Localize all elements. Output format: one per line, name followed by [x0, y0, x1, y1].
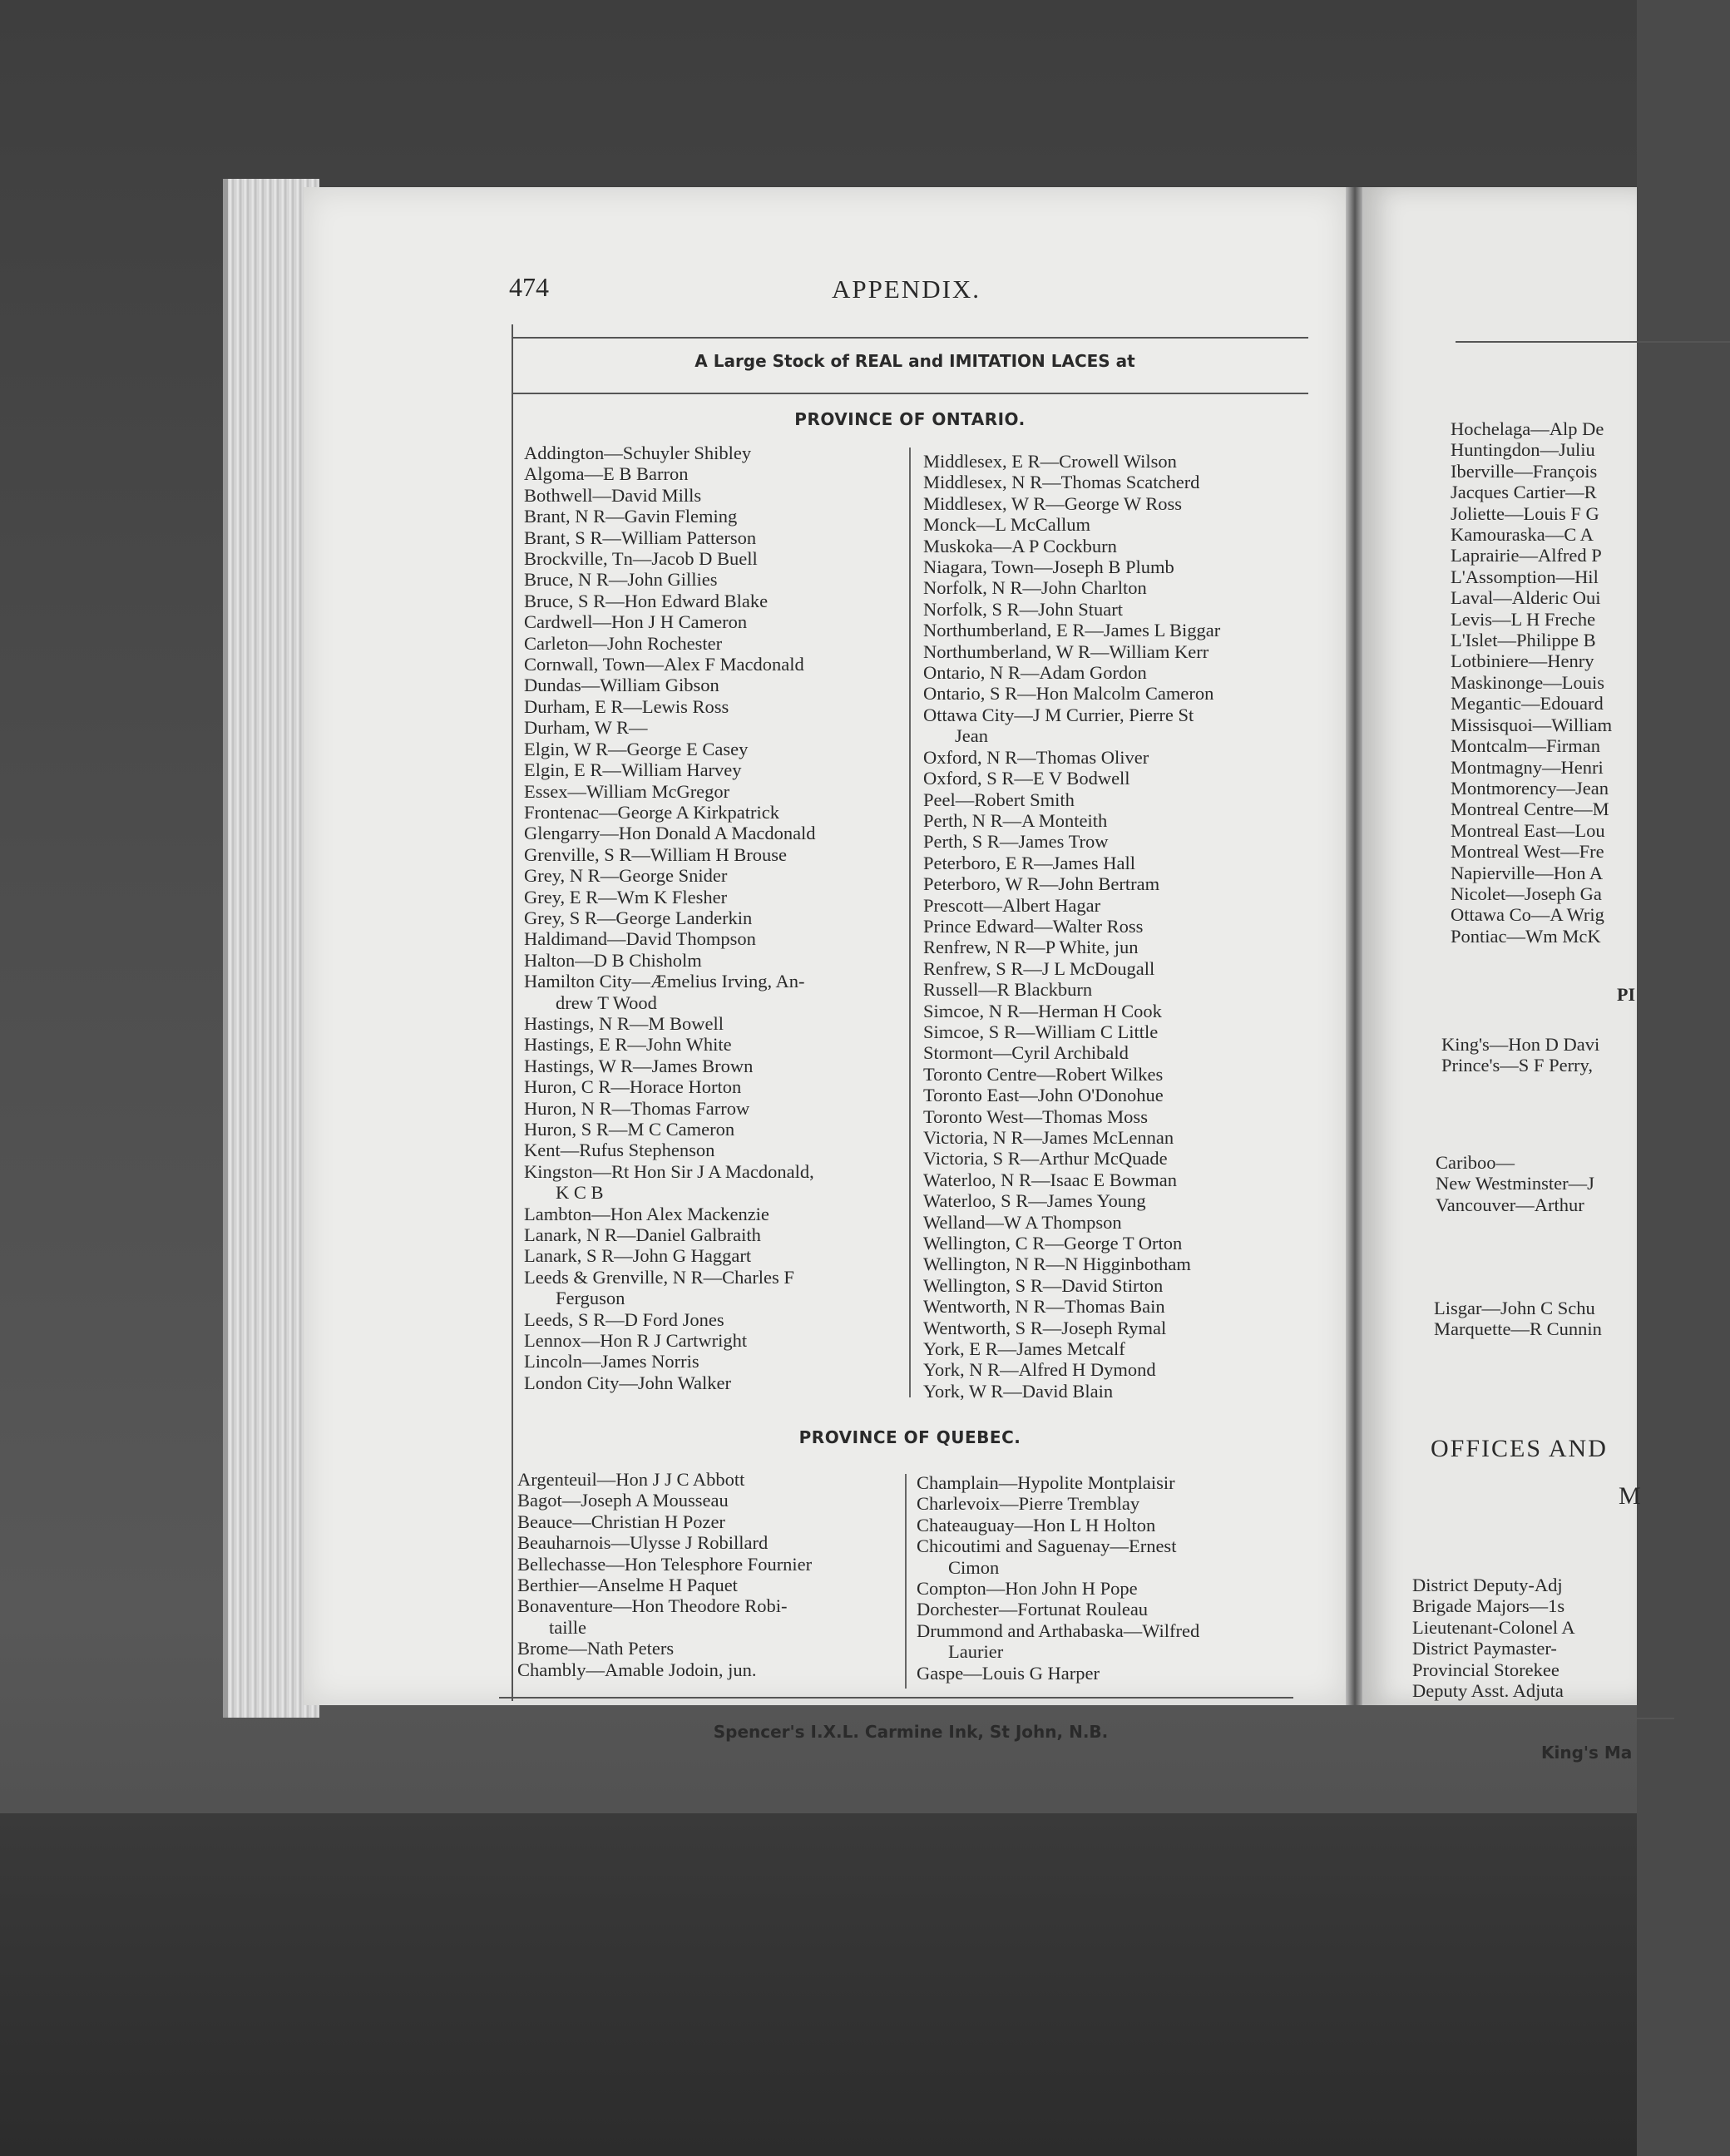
- entry: Ontario, S R—Hon Malcolm Cameron: [923, 683, 1214, 705]
- entry: Gaspe—Louis G Harper: [917, 1662, 1100, 1684]
- ontario-title: PROVINCE OF ONTARIO.: [794, 409, 1026, 429]
- entry: Wellington, C R—George T Orton: [923, 1233, 1183, 1254]
- facing-page-clip: [1362, 187, 1643, 1763]
- entry: Laval—Alderic Oui: [1451, 587, 1601, 609]
- entry: Oxford, N R—Thomas Oliver: [923, 746, 1149, 768]
- entry: Ottawa Co—A Wrig: [1451, 904, 1604, 926]
- quebec-title: PROVINCE OF QUEBEC.: [798, 1427, 1021, 1447]
- entry: Middlesex, N R—Thomas Scatcherd: [923, 472, 1200, 493]
- entry: Toronto West—Thomas Moss: [923, 1105, 1148, 1127]
- entry: Waterloo, S R—James Young: [923, 1190, 1146, 1212]
- entry: Vancouver—Arthur: [1436, 1194, 1584, 1215]
- entry: Deputy Asst. Adjuta: [1412, 1680, 1564, 1702]
- advert-bottom: Spencer's I.X.L. Carmine Ink, St John, N.B.: [713, 1722, 1109, 1742]
- entry: Montmagny—Henri: [1451, 756, 1604, 778]
- entry: Lieutenant-Colonel A: [1412, 1616, 1575, 1638]
- entry: Megantic—Edouard: [1451, 693, 1604, 715]
- entry: K C B: [556, 1182, 604, 1204]
- top-rule: [512, 337, 1308, 339]
- entry: Stormont—Cyril Archibald: [923, 1042, 1129, 1064]
- entry: Dorchester—Fortunat Rouleau: [917, 1599, 1149, 1620]
- entry: Norfolk, N R—John Charlton: [923, 577, 1147, 599]
- entry: Prince Edward—Walter Ross: [923, 915, 1144, 937]
- entry: L'Assomption—Hil: [1451, 566, 1599, 587]
- entry: Argenteuil—Hon J J C Abbott: [517, 1469, 745, 1490]
- entry: Hastings, W R—James Brown: [524, 1055, 754, 1076]
- entry: Hochelaga—Alp De: [1451, 418, 1604, 439]
- entry: Brant, S R—William Patterson: [524, 527, 757, 548]
- entry: Grey, S R—George Landerkin: [524, 907, 753, 928]
- entry: Haldimand—David Thompson: [524, 928, 756, 950]
- photo-bottom-background: [0, 1813, 1637, 2156]
- entry: Russell—R Blackburn: [923, 979, 1093, 1001]
- entry: Essex—William McGregor: [524, 780, 730, 802]
- entry: Bellechasse—Hon Telesphore Fournier: [517, 1553, 813, 1575]
- entry: Montreal Centre—M: [1451, 799, 1609, 820]
- entry: Berthier—Anselme H Paquet: [517, 1575, 738, 1596]
- facing-militia-column: [1412, 1575, 1575, 1701]
- entry: Grenville, S R—William H Brouse: [524, 843, 787, 865]
- entry: Simcoe, S R—William C Little: [923, 1021, 1159, 1042]
- entry: Bagot—Joseph A Mousseau: [517, 1490, 729, 1511]
- entry: York, W R—David Blain: [923, 1380, 1114, 1402]
- entry: Elgin, E R—William Harvey: [524, 759, 742, 781]
- entry: Grey, E R—Wm K Flesher: [524, 886, 728, 907]
- entry: Norfolk, S R—John Stuart: [923, 598, 1124, 620]
- entry: Leeds, S R—D Ford Jones: [524, 1308, 724, 1330]
- column-divider: [909, 448, 911, 1397]
- facing-offices-heading: OFFICES AND: [1431, 1435, 1608, 1462]
- entry: Dundas—William Gibson: [524, 675, 719, 696]
- quebec-left-column: [517, 1469, 812, 1680]
- entry: London City—John Walker: [524, 1372, 732, 1393]
- entry: Addington—Schuyler Shibley: [524, 443, 752, 463]
- entry: Middlesex, W R—George W Ross: [923, 492, 1183, 514]
- entry: Iberville—François: [1451, 460, 1598, 482]
- entry: Napierville—Hon A: [1451, 862, 1604, 883]
- entry: Durham, E R—Lewis Ross: [524, 695, 729, 717]
- entry: King's—Hon D Davi: [1441, 1034, 1600, 1055]
- bottom-rule: [499, 1697, 1293, 1699]
- entry: Bruce, N R—John Gillies: [524, 569, 718, 591]
- entry: Huron, C R—Horace Horton: [524, 1076, 742, 1098]
- entry: Laurier: [948, 1641, 1004, 1663]
- facing-top-rule: [1456, 341, 1730, 343]
- entry: Marquette—R Cunnin: [1434, 1318, 1602, 1340]
- entry: Charlevoix—Pierre Tremblay: [917, 1493, 1140, 1515]
- entry: Renfrew, N R—P White, jun: [923, 937, 1139, 958]
- entry: Glengarry—Hon Donald A Macdonald: [524, 823, 816, 844]
- entry: Peel—Robert Smith: [923, 789, 1075, 810]
- entry: Northumberland, E R—James L Biggar: [923, 620, 1221, 641]
- entry: Bruce, S R—Hon Edward Blake: [524, 590, 769, 611]
- entry: Muskoka—A P Cockburn: [923, 535, 1117, 556]
- entry: York, E R—James Metcalf: [923, 1338, 1125, 1360]
- entry: Toronto Centre—Robert Wilkes: [923, 1063, 1164, 1085]
- entry: Drummond and Arthabaska—Wilfred: [917, 1619, 1200, 1641]
- entry: Brockville, Tn—Jacob D Buell: [524, 548, 758, 570]
- entry: Champlain—Hypolite Montplaisir: [917, 1472, 1175, 1493]
- entry: Huntingdon—Juliu: [1451, 439, 1595, 461]
- advert-rule: [512, 393, 1308, 394]
- entry: Kent—Rufus Stephenson: [524, 1140, 715, 1161]
- facing-pei-title: PI: [1617, 984, 1635, 1005]
- entry: Prescott—Albert Hagar: [923, 894, 1101, 916]
- entry: Hastings, E R—John White: [524, 1034, 732, 1056]
- entry: Wellington, S R—David Stirton: [923, 1274, 1164, 1296]
- entry: Wentworth, S R—Joseph Rymal: [923, 1317, 1167, 1338]
- entry: Victoria, N R—James McLennan: [923, 1127, 1174, 1148]
- entry: Montcalm—Firman: [1451, 735, 1600, 757]
- entry: Bonaventure—Hon Theodore Robi-: [517, 1595, 788, 1617]
- entry: Montmorency—Jean: [1451, 777, 1609, 799]
- entry: Provincial Storekee: [1412, 1659, 1559, 1680]
- entry: District Deputy-Adj: [1412, 1575, 1563, 1595]
- entry: Waterloo, N R—Isaac E Bowman: [923, 1169, 1177, 1190]
- entry: Cariboo—: [1436, 1152, 1515, 1173]
- advert-top: A Large Stock of REAL and IMITATION LACES at: [694, 351, 1135, 371]
- ontario-left-column: [524, 443, 816, 1393]
- entry: Lambton—Hon Alex Mackenzie: [524, 1203, 769, 1224]
- entry: Kingston—Rt Hon Sir J A Macdonald,: [524, 1160, 814, 1182]
- entry: Chateauguay—Hon L H Holton: [917, 1514, 1156, 1535]
- facing-militia-letter: M: [1619, 1482, 1643, 1510]
- entry: Pontiac—Wm McK: [1451, 925, 1601, 947]
- entry: Toronto East—John O'Donohue: [923, 1085, 1164, 1106]
- entry: Leeds & Grenville, N R—Charles F: [524, 1266, 794, 1288]
- entry: Hastings, N R—M Bowell: [524, 1012, 724, 1034]
- entry: Beauce—Christian H Pozer: [517, 1511, 725, 1532]
- entry: Chicoutimi and Saguenay—Ernest: [917, 1535, 1177, 1557]
- entry: Jean: [955, 725, 988, 747]
- entry: Compton—Hon John H Pope: [917, 1578, 1138, 1600]
- entry: Lanark, S R—John G Haggart: [524, 1245, 752, 1267]
- entry: Laprairie—Alfred P: [1451, 545, 1602, 566]
- ontario-right-column: [923, 451, 1220, 1402]
- entry: Lennox—Hon R J Cartwright: [524, 1330, 748, 1352]
- entry: Beauharnois—Ulysse J Robillard: [517, 1532, 769, 1554]
- entry: District Paymaster-: [1412, 1638, 1557, 1659]
- entry: Peterboro, E R—James Hall: [923, 852, 1135, 873]
- entry: Niagara, Town—Joseph B Plumb: [923, 556, 1174, 578]
- entry: Lincoln—James Norris: [524, 1351, 699, 1372]
- facing-quebec-column: [1451, 418, 1612, 947]
- entry: Oxford, S R—E V Bodwell: [923, 768, 1130, 789]
- entry: Halton—D B Chisholm: [524, 949, 702, 971]
- entry: Cornwall, Town—Alex F Macdonald: [524, 654, 804, 675]
- entry: Kamouraska—C A: [1451, 524, 1594, 546]
- entry: Algoma—E B Barron: [524, 463, 689, 485]
- entry: Carleton—John Rochester: [524, 632, 723, 654]
- quebec-column-divider: [905, 1474, 907, 1689]
- entry: Durham, W R—: [524, 717, 648, 739]
- entry: L'Islet—Philippe B: [1451, 630, 1596, 651]
- entry: Joliette—Louis F G: [1451, 502, 1599, 524]
- entry: Cardwell—Hon J H Cameron: [524, 611, 748, 633]
- facing-manitoba-column: [1434, 1298, 1602, 1340]
- entry: Perth, S R—James Trow: [923, 831, 1109, 853]
- entry: Elgin, W R—George E Casey: [524, 738, 749, 759]
- entry: Bothwell—David Mills: [524, 484, 702, 506]
- entry: Grey, N R—George Snider: [524, 865, 728, 887]
- entry: Monck—L McCallum: [923, 514, 1091, 536]
- entry: Huron, N R—Thomas Farrow: [524, 1097, 750, 1119]
- entry: York, N R—Alfred H Dymond: [923, 1359, 1156, 1381]
- entry: Northumberland, W R—William Kerr: [923, 640, 1209, 662]
- entry: Montreal West—Fre: [1451, 841, 1604, 863]
- entry: Lisgar—John C Schu: [1434, 1298, 1595, 1318]
- entry: Levis—L H Freche: [1451, 608, 1596, 630]
- entry: Welland—W A Thompson: [923, 1211, 1122, 1233]
- entry: Lanark, N R—Daniel Galbraith: [524, 1224, 761, 1246]
- entry: Brigade Majors—1s: [1412, 1595, 1565, 1617]
- entry: Prince's—S F Perry,: [1441, 1055, 1593, 1076]
- entry: Maskinonge—Louis: [1451, 671, 1604, 693]
- quebec-right-column: [917, 1472, 1199, 1684]
- entry: Jacques Cartier—R: [1451, 482, 1597, 503]
- entry: Brome—Nath Peters: [517, 1638, 675, 1659]
- entry: Chambly—Amable Jodoin, jun.: [517, 1659, 757, 1680]
- page-number: 474: [509, 272, 549, 302]
- facing-advert-bottom: King's Ma: [1541, 1743, 1633, 1763]
- entry: Wellington, N R—N Higginbotham: [923, 1254, 1191, 1275]
- entry: taille: [549, 1616, 586, 1638]
- entry: Wentworth, N R—Thomas Bain: [923, 1296, 1165, 1318]
- entry: Lotbiniere—Henry: [1451, 650, 1594, 672]
- entry: Frontenac—George A Kirkpatrick: [524, 801, 780, 823]
- entry: Nicolet—Joseph Ga: [1451, 883, 1602, 904]
- entry: Middlesex, E R—Crowell Wilson: [923, 451, 1177, 472]
- entry: Perth, N R—A Monteith: [923, 809, 1108, 831]
- entry: Victoria, S R—Arthur McQuade: [923, 1148, 1168, 1169]
- entry: Montreal East—Lou: [1451, 819, 1605, 841]
- entry: Simcoe, N R—Herman H Cook: [923, 1000, 1162, 1021]
- entry: Brant, N R—Gavin Fleming: [524, 506, 738, 527]
- facing-bottom-rule: [1425, 1718, 1674, 1719]
- entry: Ontario, N R—Adam Gordon: [923, 662, 1147, 684]
- entry: Cimon: [948, 1556, 1000, 1578]
- running-head: APPENDIX.: [832, 274, 981, 304]
- book-gutter: [1346, 187, 1364, 1705]
- entry: Renfrew, S R—J L McDougall: [923, 957, 1155, 979]
- entry: Peterboro, W R—John Bertram: [923, 873, 1160, 895]
- entry: Ferguson: [556, 1288, 625, 1309]
- facing-bc-column: [1436, 1152, 1594, 1215]
- facing-pei-column: [1441, 1034, 1599, 1076]
- entry: drew T Wood: [556, 991, 657, 1013]
- entry: Hamilton City—Æmelius Irving, An-: [524, 971, 805, 992]
- entry: Missisquoi—William: [1451, 714, 1613, 735]
- entry: Huron, S R—M C Cameron: [524, 1119, 735, 1140]
- entry: New Westminster—J: [1436, 1173, 1594, 1194]
- entry: Ottawa City—J M Currier, Pierre St: [923, 704, 1194, 725]
